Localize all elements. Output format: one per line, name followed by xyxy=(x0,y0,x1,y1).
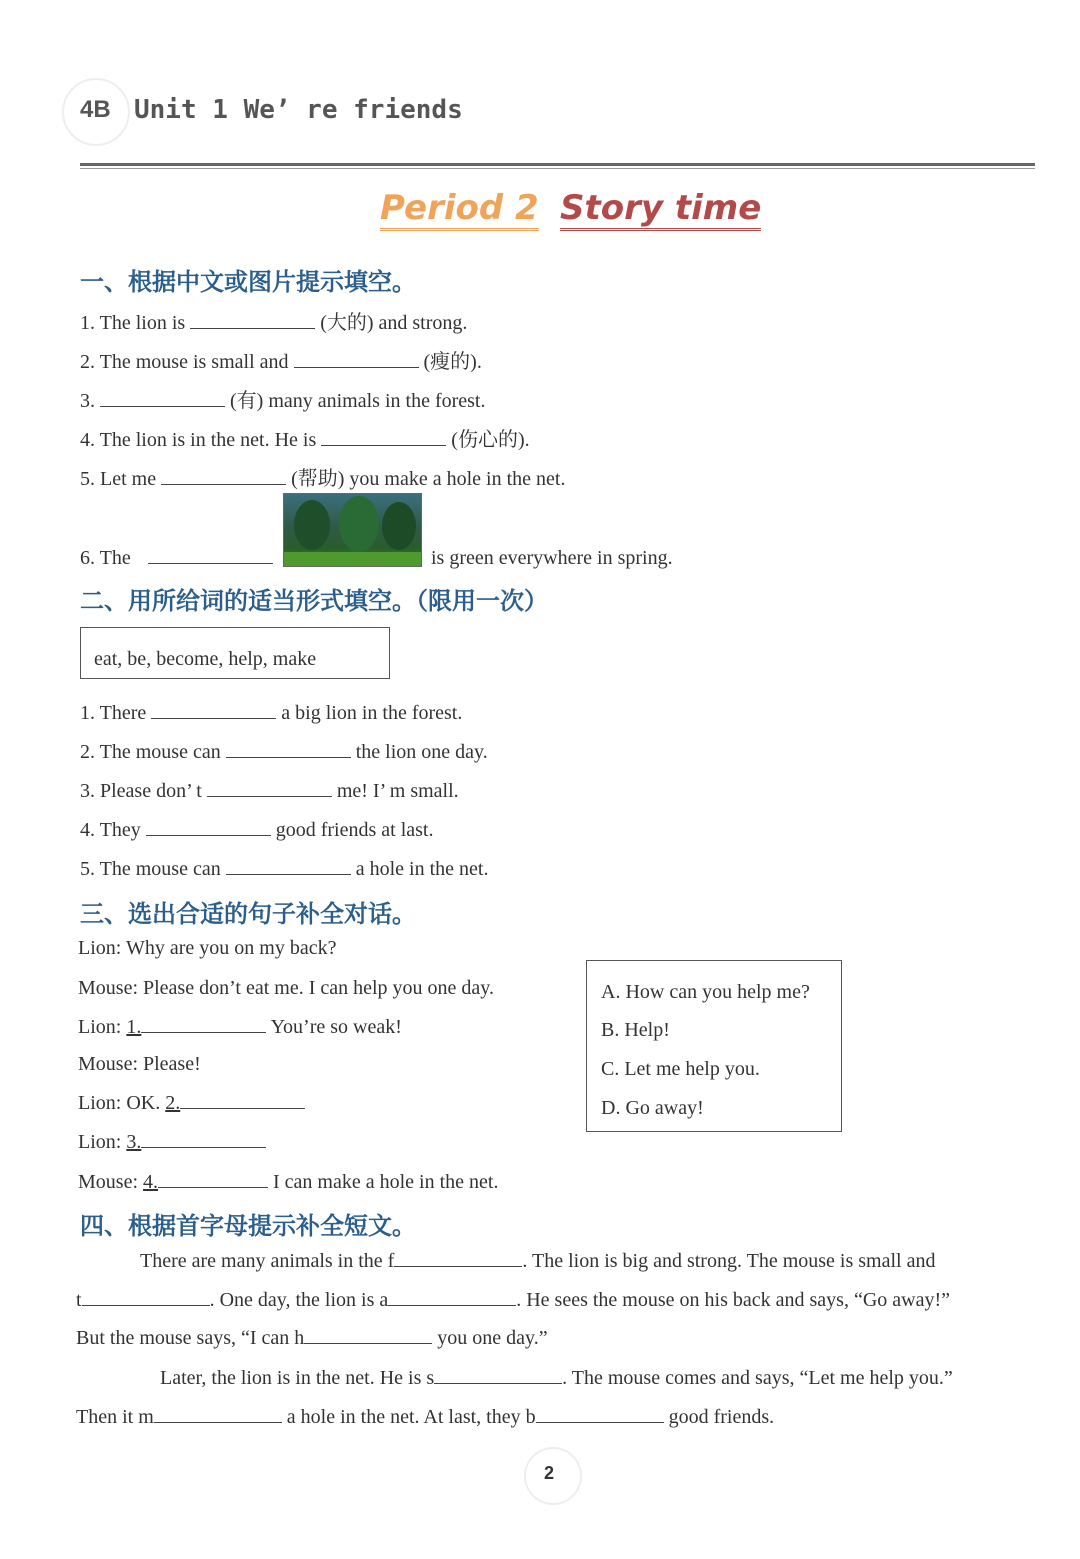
dialogue-line-6: Lion: 3. xyxy=(78,1131,266,1154)
s1-item-6-start: 6. The xyxy=(80,547,273,570)
passage-line-4: Later, the lion is in the net. He is s . The mouse comes and says, “Let me help you.” xyxy=(160,1367,953,1389)
section3-heading: 三、选出合适的句子补全对话。 xyxy=(80,900,416,928)
passage-line-5: Then it m a hole in the net. At last, they b good friends. xyxy=(76,1406,775,1428)
period-label: Period 2 xyxy=(380,188,539,231)
options-box xyxy=(586,960,842,1132)
section4-heading: 四、根据首字母提示补全短文。 xyxy=(80,1212,416,1240)
answer-blank[interactable] xyxy=(304,1342,432,1344)
dialogue-line-7: Mouse: 4. I can make a hole in the net. xyxy=(78,1171,499,1193)
option-b: B. Help! xyxy=(601,1019,670,1041)
answer-blank[interactable] xyxy=(141,1031,266,1033)
answer-blank[interactable] xyxy=(154,1421,282,1423)
answer-blank[interactable] xyxy=(148,562,273,564)
s1-item-5: 5. Let me (帮助) you make a hole in the net. xyxy=(80,468,566,490)
answer-blank[interactable] xyxy=(394,1265,522,1267)
s2-item-4: 4. They good friends at last. xyxy=(80,819,434,841)
answer-blank[interactable] xyxy=(226,756,351,758)
header-rule xyxy=(80,163,1035,166)
answer-blank[interactable] xyxy=(141,1146,266,1148)
story-time-label: Story time xyxy=(560,188,761,231)
answer-blank[interactable] xyxy=(190,327,315,329)
header-rule-thin xyxy=(80,168,1035,169)
s1-item-2: 2. The mouse is small and (瘦的). xyxy=(80,351,482,373)
answer-blank[interactable] xyxy=(158,1186,268,1188)
s1-item-4: 4. The lion is in the net. He is (伤心的). xyxy=(80,429,530,451)
answer-blank[interactable] xyxy=(151,717,276,719)
answer-blank[interactable] xyxy=(536,1421,664,1423)
s2-item-5: 5. The mouse can a hole in the net. xyxy=(80,858,489,880)
answer-blank[interactable] xyxy=(82,1304,210,1306)
answer-blank[interactable] xyxy=(207,795,332,797)
answer-blank[interactable] xyxy=(161,483,286,485)
s2-item-2: 2. The mouse can the lion one day. xyxy=(80,741,488,763)
answer-blank[interactable] xyxy=(294,366,419,368)
page-number: 2 xyxy=(544,1463,555,1483)
s1-item-6-end: is green everywhere in spring. xyxy=(431,547,673,569)
s2-item-1: 1. There a big lion in the forest. xyxy=(80,702,463,724)
option-a: A. How can you help me? xyxy=(601,981,810,1003)
answer-blank[interactable] xyxy=(321,444,446,446)
section1-heading: 一、根据中文或图片提示填空。 xyxy=(80,268,416,296)
grade-badge: 4B xyxy=(80,96,111,123)
answer-blank[interactable] xyxy=(146,834,271,836)
s1-item-1: 1. The lion is (大的) and strong. xyxy=(80,312,468,334)
option-d: D. Go away! xyxy=(601,1097,704,1119)
dialogue-line-5: Lion: OK. 2. xyxy=(78,1092,305,1115)
word-bank: eat, be, become, help, make xyxy=(94,648,317,670)
answer-blank[interactable] xyxy=(100,405,225,407)
s2-item-3: 3. Please don’ t me! I’ m small. xyxy=(80,780,459,802)
section2-heading: 二、用所给词的适当形式填空。（限用一次） xyxy=(80,587,548,615)
option-c: C. Let me help you. xyxy=(601,1058,760,1080)
dialogue-line-3: Lion: 1. You’re so weak! xyxy=(78,1016,402,1038)
s1-item-3: 3. (有) many animals in the forest. xyxy=(80,390,486,412)
word-bank-box xyxy=(80,627,390,679)
passage-line-1: There are many animals in the f . The lion is big and strong. The mouse is small and xyxy=(140,1250,936,1272)
answer-blank[interactable] xyxy=(180,1107,305,1109)
dialogue-line-4: Mouse: Please! xyxy=(78,1053,201,1075)
dialogue-line-1: Lion: Why are you on my back? xyxy=(78,937,337,959)
answer-blank[interactable] xyxy=(434,1382,562,1384)
answer-blank[interactable] xyxy=(388,1304,516,1306)
dialogue-line-2: Mouse: Please don’t eat me. I can help you one day. xyxy=(78,977,494,999)
answer-blank[interactable] xyxy=(226,873,351,875)
passage-line-2: t . One day, the lion is a . He sees the mouse on his back and says, “Go away!” xyxy=(76,1289,950,1311)
passage-line-3: But the mouse says, “I can h you one day.” xyxy=(76,1327,548,1349)
unit-title: Unit 1 We’ re friends xyxy=(134,95,463,125)
forest-picture xyxy=(283,493,422,567)
